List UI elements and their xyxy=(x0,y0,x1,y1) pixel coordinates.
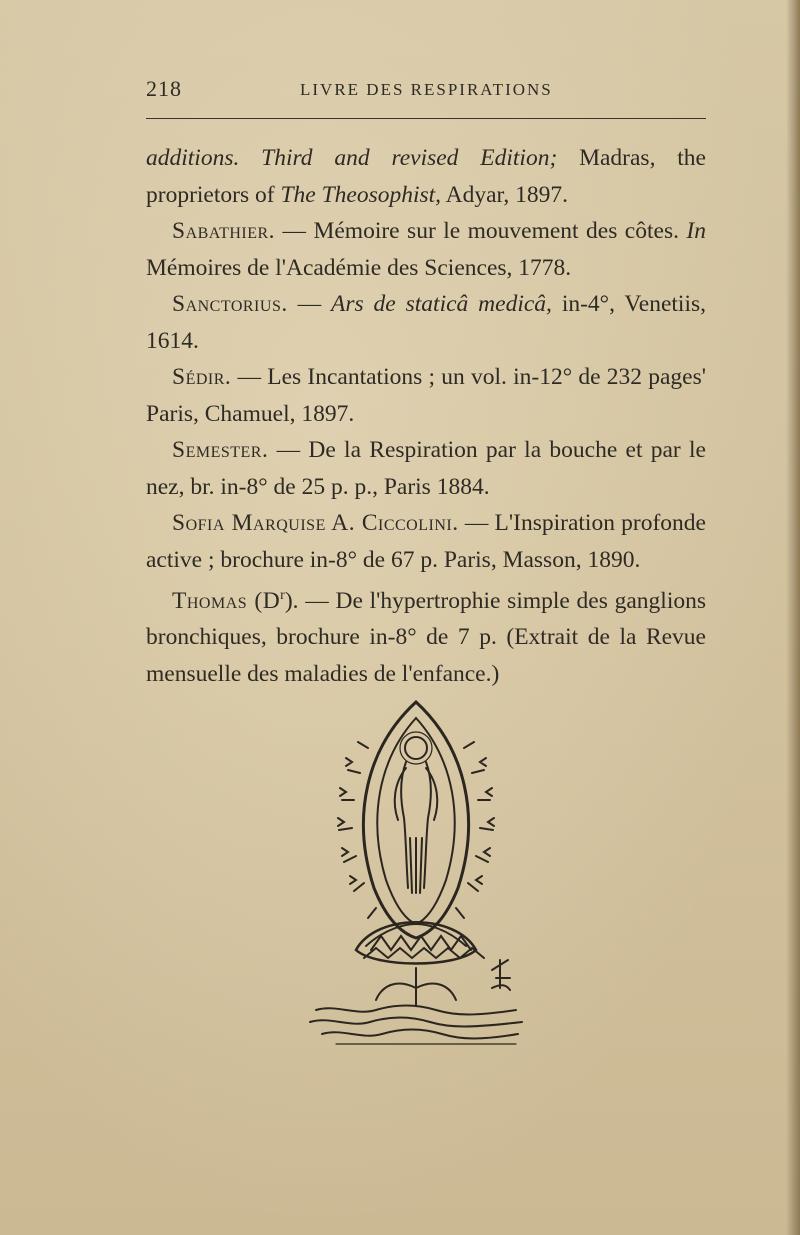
running-title: LIVRE DES RESPIRATIONS xyxy=(300,80,553,99)
bibliography-entry xyxy=(146,213,706,286)
bibliography-text xyxy=(146,140,706,692)
entry-author: Sofia Marquise A. Ciccolini. xyxy=(172,510,459,536)
bibliography-entry xyxy=(146,505,706,578)
bibliography-entry-continuation xyxy=(146,140,706,213)
entry-text: — xyxy=(287,291,332,317)
entry-author-end: ). xyxy=(284,587,299,614)
woodcut-figure-mandorla-icon xyxy=(296,688,536,1058)
entry-text: Madras, the proprietors of xyxy=(146,145,706,208)
entry-text: in-4°, Venetiis, 1614. xyxy=(146,291,706,354)
entry-text: Mémoires de l'Académie des Sciences, 1778. xyxy=(146,254,572,281)
bibliography-entry xyxy=(146,286,706,359)
page-edge-shadow xyxy=(786,0,800,1235)
entry-text: — De la Respiration par la bouche et par le nez, br. in-8° de 25 p. p., Paris 1884. xyxy=(146,437,706,500)
entry-text: — De l'hypertrophie simple des ganglions bronchiques, brochure in-8° de 7 p. (Extrait de la Revue mensuelle des maladies de l'enfance.) xyxy=(146,587,706,687)
bibliography-entry xyxy=(146,578,706,692)
entry-text: — L'Inspiration profonde active ; brochure in-8° de 67 p. Paris, Masson, 1890. xyxy=(146,510,706,573)
entry-text: Adyar, 1897. xyxy=(441,181,569,208)
page-number: 218 xyxy=(146,76,182,101)
entry-author: Thomas (D xyxy=(172,587,281,614)
entry-author: Sabathier. xyxy=(172,218,276,244)
bibliography-entry xyxy=(146,432,706,505)
entry-text: — Les Incantations ; un vol. in-12° de 232 pages' Paris, Chamuel, 1897. xyxy=(146,364,706,427)
entry-author: Sédir. xyxy=(172,364,232,390)
entry-text: additions. Third and revised Edition; xyxy=(146,145,558,171)
entry-text: Ars de staticâ medicâ, xyxy=(331,291,552,317)
page-header xyxy=(146,76,706,106)
entry-text: In xyxy=(686,218,706,244)
entry-author: Semester. xyxy=(172,437,269,463)
entry-author: Sanctorius. xyxy=(172,291,288,317)
entry-text: — Mémoire sur le mouvement des côtes. xyxy=(275,218,687,244)
entry-text: The Theosophist, xyxy=(280,181,442,208)
bibliography-entry xyxy=(146,359,706,432)
header-rule xyxy=(146,118,706,119)
entry-author-superscript: r xyxy=(280,588,285,603)
